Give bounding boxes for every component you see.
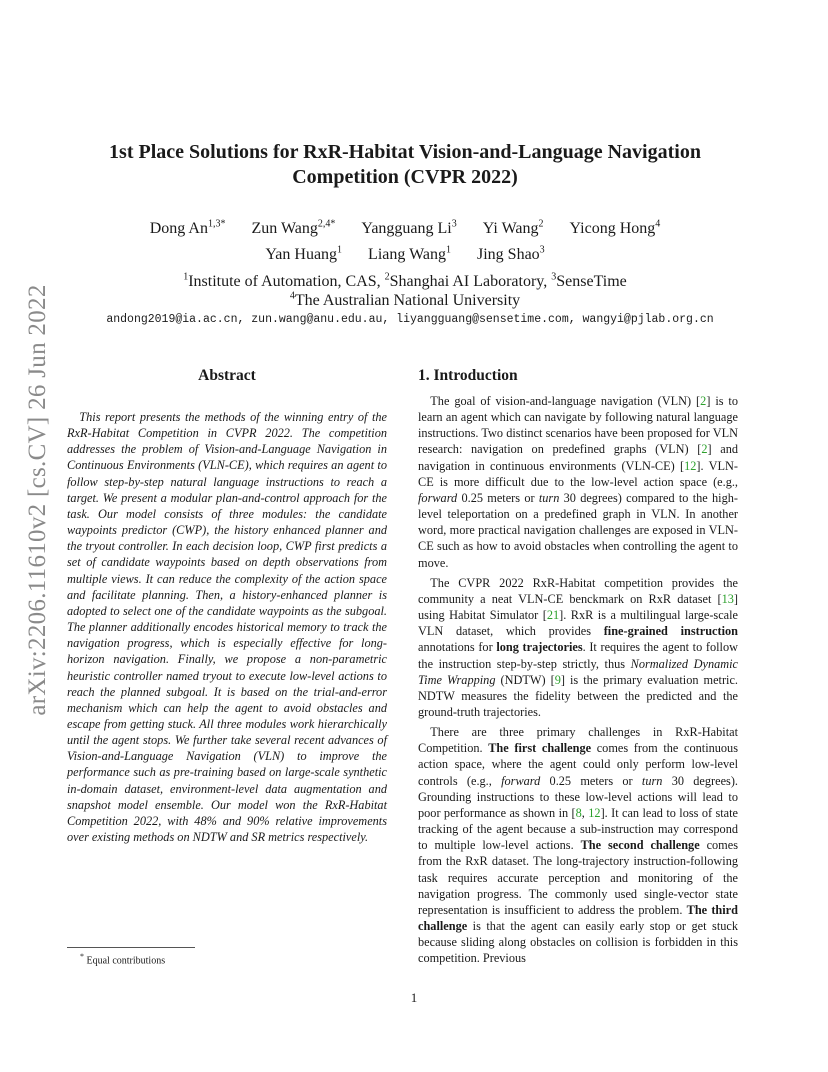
- author: Yi Wang$^2$: [482, 218, 544, 237]
- author: Jing Shao$^3$: [477, 244, 545, 263]
- abstract-heading: Abstract: [198, 367, 256, 384]
- paper-title: [90, 140, 720, 190]
- footnote: * Equal contributions: [80, 952, 166, 967]
- introduction-heading: 1. Introduction: [418, 367, 518, 384]
- intro-paragraph-3: There are three primary challenges in RxR-Habitat Competition. The first challenge comes from the continuous action space, where the agent could only perform low-level controls (e.g., forward 0.25 meters or turn 30 degrees). Grounding instructions to these low-level actions will lead to poor performance as shown in [8, 12]. It can lead to loss of state tracking of the agent because a sub-instruction may correspond to multiple low-level actions. The second challenge comes from the RxR dataset. The long-trajectory instruction-following task requires accurate perception and monitoring of the navigation progress. The commonly used single-vector state representation is insufficient to address the problem. The third challenge is that the agent can easily early stop or get stuck because sliding along obstacles on collision is forbidden in this competition. Previous: [418, 725, 738, 966]
- citation-link[interactable]: 13: [721, 591, 734, 606]
- author: Liang Wang$^1$: [368, 244, 451, 263]
- citation-link[interactable]: 9: [554, 672, 561, 687]
- intro-paragraph-2: The CVPR 2022 RxR-Habitat competition provides the community a neat VLN-CE benckmark on RxR dataset [13] using Habitat Simulator [21]. RxR is a multilingual large-scale VLN dataset, which provides fine-grained instruction annotations for long trajectories. It requires the agent to follow the instruction step-by-step strictly, thus Normalized Dynamic Time Wrapping (NDTW) [9] is the primary evaluation metric. NDTW measures the fidelity between the predicted and the ground-truth trajectories.: [418, 575, 739, 719]
- author: Yangguang Li$^3$: [361, 218, 457, 237]
- author: Yan Huang$^1$: [265, 244, 343, 263]
- author: Dong $An^{1,3*}$: [149, 218, 226, 237]
- author-row-1: [90, 219, 720, 239]
- intro-paragraph-1: The goal of vision-and-language navigation (VLN) [2] is to learn an agent which can navigate by following natural language instructions. Two distinct scenarios have been proposed for VLN research: navigation on predefined graphs (VLN) [2] and navigation in continuous environments (VLN-CE) [12]. VLN-CE is more difficult due to the low-level action space (e.g., forward 0.25 meters or turn 30 degrees) compared to the high-level teleportation on a predefined graph in VLN. In another word, more practical navigation challenges are exposed in VLN-CE such as how to avoid obstacles when controlling the agent to move.: [418, 394, 738, 570]
- affiliation-line-1: $^1$Institute of Automation, CAS, $^2$Shanghai AI Laboratory, $^3$SenseTime: [183, 271, 627, 290]
- arxiv-stamp-text: arXiv:2206.11610v2 [cs.CV] 26 Jun 2022: [24, 284, 51, 716]
- abstract-body: This report presents the methods of the winning entry of the RxR-Habitat Competition in CVPR 2022. The competition addresses the problem of Vision-and-Language Navigation in Continuous Environments (VLN-CE), which requires an agent to follow step-by-step natural language instructions to reach a target. We present a modular plan-and-control approach for the task. Our model consists of three modules: the candidate waypoints predictor (CWP), the history enhanced planner and the tryout controller. In each decision loop, CWP first predicts a set of candidate waypoints based on depth observations from multiple views. It can reduce the complexity of the action space and facilitate planning. Then, a history-enhanced planner is adopted to select one of the candidate waypoints as the subgoal. The planner additionally encodes historical memory to track the navigation progress, which is especially effective for long-horizon navigation. Finally, we propose a non-parametric heuristic controller named tryout to execute low-level actions to reach the planned subgoal. It is based on the trial-and-error mechanism which can help the agent to avoid obstacles and escape from getting stuck. All three modules work hierarchically until the agent stops. We further take several recent advances of Vision-and-Language Navigation (VLN) to improve the performance such as pre-training based on large-scale synthetic in-domain dataset, environment-level data augmentation and snapshot model ensemble. Our model won the RxR-Habitat Competition 2022, with 48% and 90% relative improvements over existing methods on NDTW and SR metrics respectively.: [67, 410, 387, 845]
- citation-link[interactable]: 12: [684, 458, 697, 473]
- title-line-1: 1st Place Solutions for RxR-Habitat Vision-and-Language Navigation: [109, 141, 701, 163]
- citation-link[interactable]: 2: [700, 394, 707, 408]
- author: Yicong Hong$^4$: [569, 218, 661, 237]
- citation-link[interactable]: 2: [701, 442, 708, 457]
- title-line-2: Competition (CVPR 2022): [292, 166, 518, 188]
- citation-link[interactable]: 12: [588, 805, 601, 820]
- citation-link[interactable]: 8: [575, 805, 582, 820]
- arxiv-stamp: [18, 284, 58, 716]
- author: Zun Wang$^{2,4*}$: [251, 218, 336, 237]
- page-number: 1: [410, 990, 418, 1005]
- author-row-2: [90, 245, 720, 265]
- affiliation-line-2: $^4$The Australian National University: [289, 290, 521, 309]
- author-emails: andong2019@ia.ac.cn, zun.wang@anu.edu.au, liyangguang@sensetime.com, wangyi@pjlab.org.cn: [106, 313, 714, 326]
- introduction-body: [418, 393, 738, 970]
- citation-link[interactable]: 21: [546, 608, 560, 623]
- footnote-rule: [67, 947, 195, 948]
